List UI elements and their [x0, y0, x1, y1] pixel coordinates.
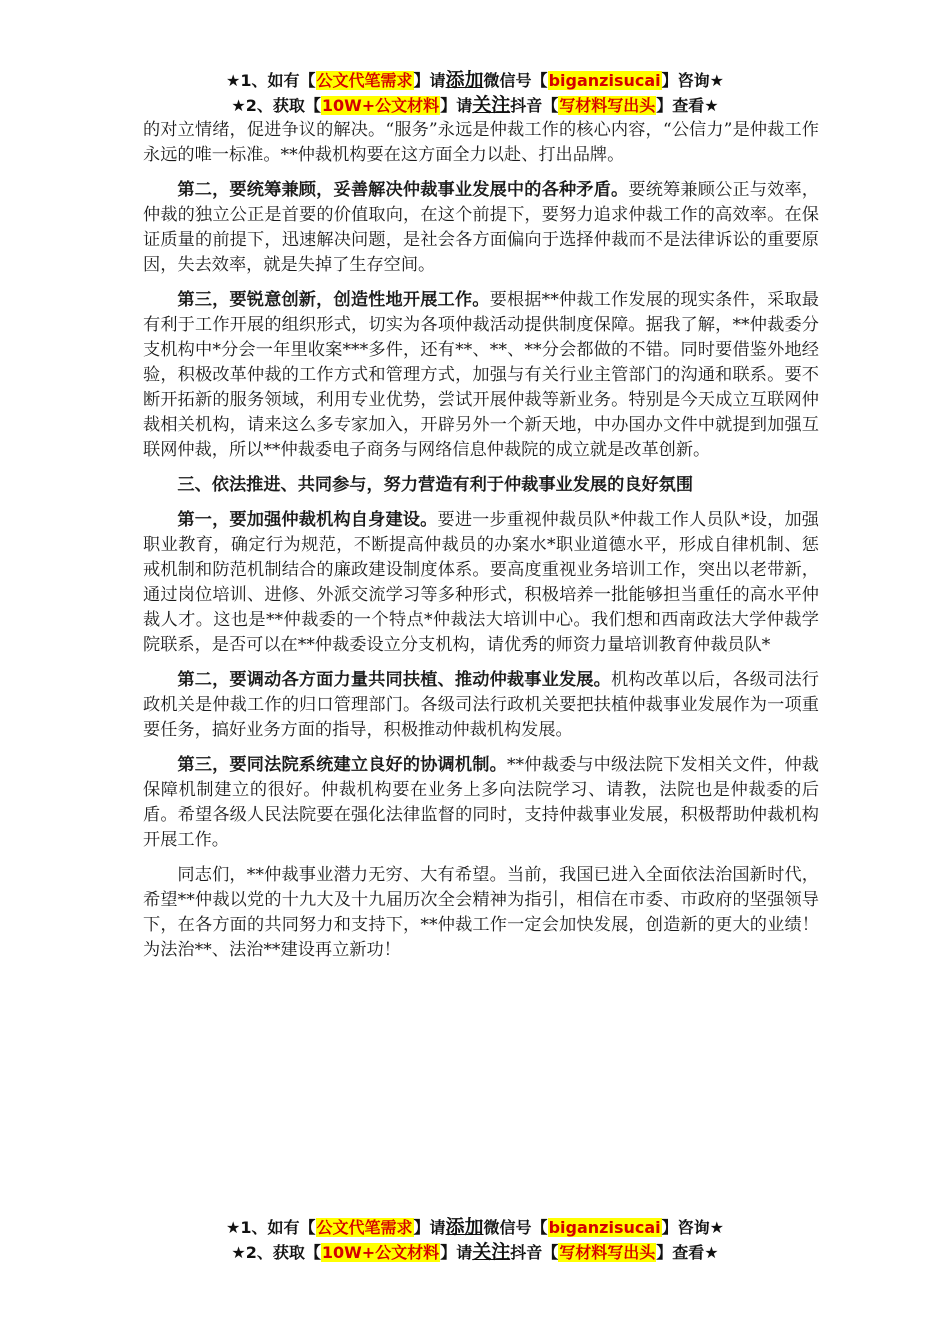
- highlight-materials: 10W+公文材料: [321, 1243, 440, 1262]
- banner-line-2: [0, 1240, 950, 1265]
- bottom-banner: [0, 1215, 950, 1265]
- document-body: [143, 118, 819, 973]
- paragraph-text: 同志们，**仲裁事业潜力无穷、大有希望。当前，我国已进入全面依法治国新时代，希望**仲裁以党的十九大及十九届历次全会精神为指引，相信在市委、市政府的坚强领导下，在各方面的共同努力和支持下，**仲裁工作一定会加快发展，创造新的更大的业绩！为法治**、法治**建设再立新功！: [143, 865, 819, 960]
- banner-text: ★1、如有【: [226, 71, 316, 90]
- top-banner: [0, 68, 950, 118]
- highlight-wechat-id: biganzisucai: [548, 1218, 661, 1237]
- paragraph-text: 要统筹兼顾公正与效率，仲裁的独立公正是首要的价值取向，在这个前提下，要努力追求仲裁工作的高效率。在保证质量的前提下，迅速解决问题，是社会各方面偏向于选择仲裁而不是法律诉讼的重要原因，失去效率，就是失掉了生存空间。: [143, 180, 819, 275]
- paragraph-lead: 第三，要锐意创新，创造性地开展工作。: [177, 290, 490, 310]
- paragraph-text: 机构改革以后，各级司法行政机关是仲裁工作的归口管理部门。各级司法行政机关要把扶植仲裁事业发展作为一项重要任务，搞好业务方面的指导，积极推动仲裁机构发展。: [143, 670, 819, 740]
- highlight-douyin: 写材料写出头: [559, 1243, 656, 1262]
- highlight-materials: 10W+公文材料: [321, 96, 440, 115]
- closing-paragraph: [143, 863, 819, 963]
- section-heading: 三、依法推进、共同参与，努力营造有利于仲裁事业发展的良好氛围: [177, 475, 694, 495]
- banner-text: 】咨询★: [661, 71, 724, 90]
- banner-emphasis: 添加: [445, 1216, 484, 1238]
- banner-emphasis: 添加: [445, 69, 484, 91]
- paragraph: [143, 288, 819, 463]
- banner-line-2: [0, 93, 950, 118]
- banner-text: 抖音【: [510, 1243, 559, 1262]
- paragraph: [143, 118, 819, 168]
- banner-text: 】咨询★: [661, 1218, 724, 1237]
- banner-text: ★1、如有【: [226, 1218, 316, 1237]
- paragraph: [143, 178, 819, 278]
- paragraph-text: 的对立情绪，促进争议的解决。“服务”永远是仲裁工作的核心内容，“公信力”是仲裁工作永远的唯一标准。**仲裁机构要在这方面全力以赴、打出品牌。: [143, 120, 819, 165]
- banner-text: 抖音【: [510, 96, 559, 115]
- banner-text: 】请: [413, 1218, 446, 1237]
- highlight-service: 公文代笔需求: [316, 1218, 413, 1237]
- paragraph: [143, 668, 819, 743]
- banner-text: 】查看★: [656, 1243, 719, 1262]
- banner-line-1: [0, 68, 950, 93]
- paragraph: [143, 508, 819, 658]
- highlight-wechat-id: biganzisucai: [548, 71, 661, 90]
- paragraph-text: 要根据**仲裁工作发展的现实条件，采取最有利于工作开展的组织形式，切实为各项仲裁活动提供制度保障。据我了解，**仲裁委分支机构中*分会一年里收案***多件，还有**、**、**分会都做的不错。同时要借鉴外地经验，积极改革仲裁的工作方式和管理方式，加强与有关行业主管部门的沟通和联系。要不断开拓新的服务领域，利用专业优势，尝试开展仲裁等新业务。特别是今天成立互联网仲裁相关机构，请来这么多专家加入，开辟另外一个新天地，中办国办文件中就提到加强互联网仲裁，所以**仲裁委电子商务与网络信息仲裁院的成立就是改革创新。: [143, 290, 819, 460]
- banner-text: 】请: [413, 71, 446, 90]
- highlight-douyin: 写材料写出头: [559, 96, 656, 115]
- paragraph-text: 要进一步重视仲裁员队*仲裁工作人员队*设，加强职业教育，确定行为规范，不断提高仲裁员的办案水*职业道德水平，形成自律机制、惩戒机制和防范机制结合的廉政建设制度体系。要高度重视业务培训工作，突出以老带新，通过岗位培训、进修、外派交流学习等多种形式，积极培养一批能够担当重任的高水平仲裁人才。这也是**仲裁委的一个特点*仲裁法大培训中心。我们想和西南政法大学仲裁学院联系，是否可以在**仲裁委设立分支机构，请优秀的师资力量培训教育仲裁员队*: [143, 510, 819, 655]
- banner-text: 微信号【: [483, 71, 548, 90]
- banner-text: ★2、获取【: [231, 1243, 321, 1262]
- banner-text: 微信号【: [483, 1218, 548, 1237]
- paragraph-lead: 第二，要调动各方面力量共同扶植、推动仲裁事业发展。: [177, 670, 611, 690]
- banner-line-1: [0, 1215, 950, 1240]
- paragraph-lead: 第一，要加强仲裁机构自身建设。: [177, 510, 438, 530]
- banner-text: 】查看★: [656, 96, 719, 115]
- banner-text: ★2、获取【: [231, 96, 321, 115]
- banner-emphasis: 关注: [472, 1241, 511, 1263]
- paragraph-text: **仲裁委与中级法院下发相关文件，仲裁保障机制建立的很好。仲裁机构要在业务上多向法院学习、请教，法院也是仲裁委的后盾。希望各级人民法院要在强化法律监督的同时，支持仲裁事业发展，积极帮助仲裁机构开展工作。: [143, 755, 819, 850]
- paragraph-lead: 第二，要统筹兼顾，妥善解决仲裁事业发展中的各种矛盾。: [177, 180, 629, 200]
- paragraph: [143, 753, 819, 853]
- highlight-service: 公文代笔需求: [316, 71, 413, 90]
- banner-emphasis: 关注: [472, 94, 511, 116]
- paragraph-lead: 第三，要同法院系统建立良好的协调机制。: [177, 755, 507, 775]
- banner-text: 】请: [440, 1243, 473, 1262]
- banner-text: 】请: [440, 96, 473, 115]
